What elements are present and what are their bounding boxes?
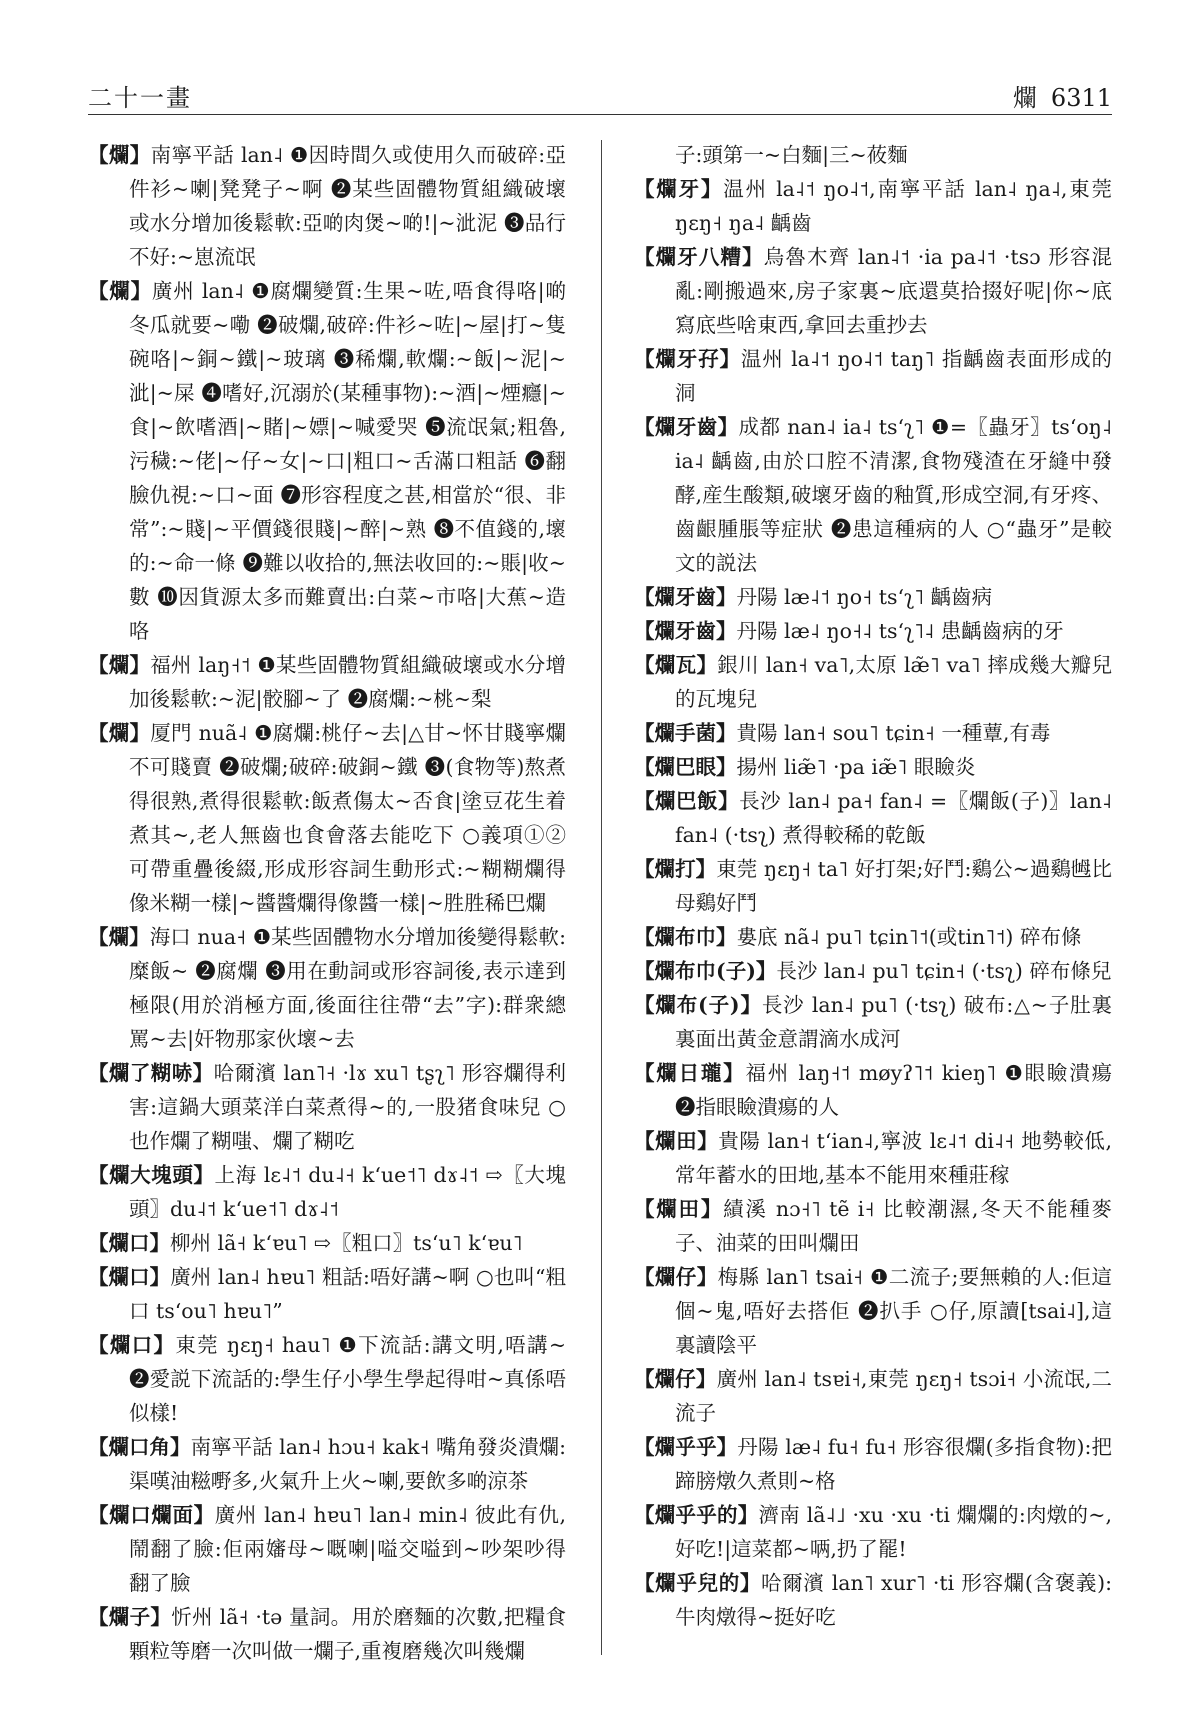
dictionary-entry bbox=[634, 716, 1112, 750]
dictionary-entry bbox=[634, 1498, 1112, 1566]
entry-text: 丹陽 læ˨˦ ŋo˧ tsʻʅ˥ 齲齒病 bbox=[736, 585, 993, 609]
dictionary-entry bbox=[634, 172, 1112, 240]
entry-text: 哈爾濱 lan˥˧ ·lɤ xu˥ tʂʅ˥ 形容爛得利害:這鍋大頭菜洋白菜煮得~的,一股猪食味兒 ○也作爛了糊嗤、爛了糊吃 bbox=[129, 1061, 567, 1153]
page-number: 6311 bbox=[1050, 84, 1112, 112]
entry-headword: 【爛】 bbox=[88, 143, 151, 167]
entry-text: 貴陽 lan˧ sou˥ tɕin˧ 一種蕈,有毒 bbox=[736, 721, 1051, 745]
entry-headword: 【爛牙】 bbox=[634, 177, 724, 201]
entry-text: 温州 la˨˦ ŋo˨˦,南寧平話 lan˨ ŋa˨,東莞 ŋɛŋ˧ ŋa˨ 齲齒 bbox=[675, 177, 1112, 235]
entry-headword: 【爛】 bbox=[88, 279, 152, 303]
dictionary-entry bbox=[88, 1328, 566, 1430]
entry-text: 哈爾濱 lan˥ xur˥ ·ti 形容爛(含褒義):牛肉燉得~挺好吃 bbox=[675, 1571, 1113, 1629]
entry-text: 温州 la˨˦ ŋo˨˦ taŋ˥ 指齲齒表面形成的洞 bbox=[675, 347, 1112, 405]
entry-text: 銀川 lan˧ va˥,太原 læ̃˥ va˥ 摔成幾大瓣兒的瓦塊兒 bbox=[675, 653, 1113, 711]
section-title: 二十一畫 bbox=[88, 84, 192, 112]
entry-headword: 【爛布巾(子)】 bbox=[634, 959, 777, 983]
entry-headword: 【爛了糊哧】 bbox=[88, 1061, 214, 1085]
dictionary-entry bbox=[88, 1430, 566, 1498]
running-headword: 爛 bbox=[1012, 84, 1037, 112]
dictionary-entry bbox=[88, 920, 566, 1056]
entry-text: 長沙 lan˨ pa˧ fan˨ =〖爛飯(子)〗lan˨ fan˨ (·tsʅ) 煮得較稀的乾飯 bbox=[675, 789, 1113, 847]
entry-text: 廣州 lan˨ hɐu˥ lan˨ min˨ 彼此有仇,鬧翻了臉:佢兩嬸母~嘅喇|嗌交嗌到~吵架吵得翻了臉 bbox=[129, 1503, 567, 1595]
entry-headword: 【爛仔】 bbox=[634, 1265, 718, 1289]
entry-headword: 【爛乎乎的】 bbox=[634, 1503, 759, 1527]
entry-text: 福州 laŋ˧˦ ❶某些固體物質組織破壞或水分增加後鬆軟:~泥|骹腳~了 ❷腐爛:~桃~梨 bbox=[129, 653, 566, 711]
entry-headword: 【爛子】 bbox=[88, 1605, 172, 1629]
dictionary-entry bbox=[88, 1498, 566, 1600]
dictionary-entry bbox=[634, 920, 1112, 954]
entry-headword: 【爛口爛面】 bbox=[88, 1503, 215, 1527]
dictionary-entry bbox=[634, 1566, 1112, 1634]
column-divider bbox=[601, 140, 602, 1655]
entry-headword: 【爛仔】 bbox=[634, 1367, 717, 1391]
entry-text: 南寧平話 lan˨ ❶因時間久或使用久而破碎:亞件衫~喇|凳凳子~啊 ❷某些固體物質組織破壞或水分增加後鬆軟:亞啲肉煲~啲!|~泚泥 ❸品行不好:~崽流氓 bbox=[129, 143, 566, 269]
dictionary-entry bbox=[634, 1124, 1112, 1192]
dictionary-entry bbox=[88, 1158, 566, 1226]
dictionary-entry bbox=[634, 342, 1112, 410]
entry-text: 揚州 liæ̃˥ ·pa iæ̃˥ 眼瞼炎 bbox=[736, 755, 976, 779]
dictionary-entry bbox=[634, 750, 1112, 784]
dictionary-entry bbox=[88, 1600, 566, 1668]
entry-text: 廣州 lan˨ ❶腐爛變質:生果~咗,唔食得咯|啲冬瓜就要~嘞 ❷破爛,破碎:件衫~咗|~屋|打~隻碗咯|~銅~鐵|~玻璃 ❸稀爛,軟爛:~飯|~泥|~泚|~屎 ❹嗜好,沉溺於(某種事物):~酒|~煙癮|~食|~飲嗜酒|~賭|~嫖|~喊愛哭 ❺流氓氣;粗魯,污穢:~佬|~仔~女|~口|粗口~舌滿口粗話 ❻翻臉仇視:~口~面 ❼形容程度之甚,相當於“很、非常”:~賤|~平價錢很賤|~醉|~熟 ❽不值錢的,壞的:~命一條 ❾難以收拾的,無法收回的:~賬|收~數 ❿因貨源太多而難賣出:白菜~市咯|大蕉~造咯 bbox=[129, 279, 567, 643]
entry-text: 柳州 lã˧ kʻɐu˥ ⇨〖粗口〗tsʻu˥ kʻɐu˥ bbox=[170, 1231, 523, 1255]
entry-headword: 【爛牙八糟】 bbox=[634, 245, 764, 269]
entry-text: 長沙 lan˨ pu˥ tɕin˧ (·tsʅ) 碎布條兒 bbox=[776, 959, 1112, 983]
dictionary-entry bbox=[634, 988, 1112, 1056]
entry-headword: 【爛】 bbox=[88, 653, 151, 677]
dictionary-entry bbox=[88, 274, 566, 648]
dictionary-entry bbox=[634, 240, 1112, 342]
page-info bbox=[1013, 78, 1112, 113]
entry-text: 烏魯木齊 lan˨˦ ·ia pa˨˦ ·tsɔ 形容混亂:剛搬過來,房子家裏~底還莫拾掇好呢|你~底寫底些啥東西,拿回去重抄去 bbox=[675, 245, 1113, 337]
right-column bbox=[634, 138, 1112, 1634]
dictionary-entry bbox=[634, 648, 1112, 716]
entry-text: 東莞 ŋɛŋ˧ ta˥ 好打架;好鬥:鷄公~過鷄乸比母鷄好鬥 bbox=[675, 857, 1113, 915]
dictionary-entry bbox=[634, 138, 1112, 172]
entry-headword: 【爛牙齒】 bbox=[634, 585, 737, 609]
entry-text: 上海 lɛ˨˦ du˨˧ kʻue˦˥ dɤ˨˦ ⇨〖大塊頭〗du˨˦ kʻue˦˥ dɤ˨˦ bbox=[129, 1163, 566, 1221]
entry-headword: 【爛布(子)】 bbox=[634, 993, 762, 1017]
entry-headword: 【爛口】 bbox=[88, 1333, 176, 1357]
entry-text: 績溪 nɔ˧˥ tẽ i˧ 比較潮濕,冬天不能種麥子、油菜的田叫爛田 bbox=[675, 1197, 1112, 1255]
page-header bbox=[88, 74, 1112, 115]
entry-headword: 【爛口】 bbox=[88, 1231, 170, 1255]
entry-headword: 【爛口角】 bbox=[88, 1435, 191, 1459]
entry-text: 成都 nan˨ ia˨ tsʻʅ˥ ❶=〖蟲牙〗tsʻoŋ˨ ia˨ 齲齒,由於口腔不清潔,食物殘渣在牙縫中發酵,産生酸類,破壞牙齒的釉質,形成空洞,有牙疼、齒齦腫脹等症狀 ❷患這種病的人 ○“蟲牙”是較文的説法 bbox=[675, 415, 1112, 575]
entry-headword: 【爛瓦】 bbox=[634, 653, 718, 677]
dictionary-entry bbox=[634, 852, 1112, 920]
entry-text: 忻州 lã˧ ·tə 量詞。用於磨麵的次數,把糧食顆粒等磨一次叫做一爛子,重複磨幾次叫幾爛 bbox=[129, 1605, 567, 1663]
entry-headword: 【爛田】 bbox=[634, 1129, 719, 1153]
entry-headword: 【爛牙齒】 bbox=[634, 619, 737, 643]
entry-text: 子:頭第一~白麵|三~莜麵 bbox=[675, 143, 908, 167]
entry-text: 廣州 lan˨ hɐu˥ 粗話:唔好講~啊 ○也叫“粗口 tsʻou˥ hɐu˥” bbox=[129, 1265, 566, 1323]
entry-headword: 【爛】 bbox=[88, 925, 150, 949]
entry-headword: 【爛乎乎】 bbox=[634, 1435, 738, 1459]
dictionary-entry bbox=[634, 580, 1112, 614]
entry-headword: 【爛】 bbox=[88, 721, 151, 745]
entry-text: 南寧平話 lan˨ hɔu˧ kak˧ 嘴角發炎潰爛:渠嘆油糍嘢多,火氣升上火~喇,要飲多啲涼茶 bbox=[129, 1435, 566, 1493]
entry-text: 濟南 lã˨˩ ·xu ·xu ·ti 爛爛的:肉燉的~,好吃!|這菜都~唡,扔了罷! bbox=[675, 1503, 1112, 1561]
dictionary-entry bbox=[634, 1056, 1112, 1124]
entry-text: 梅縣 lan˥ tsai˧ ❶二流子;要無賴的人:佢這個~鬼,唔好去搭佢 ❷扒手 ○仔,原讀[tsai˨],這裏讀陰平 bbox=[675, 1265, 1112, 1357]
dictionary-entry bbox=[88, 716, 566, 920]
entry-headword: 【爛巴飯】 bbox=[634, 789, 740, 813]
entry-text: 福州 laŋ˧˦ møyʔ˥˦ kieŋ˥ ❶眼瞼潰瘍 ❷指眼瞼潰瘍的人 bbox=[675, 1061, 1112, 1119]
entry-headword: 【爛口】 bbox=[88, 1265, 171, 1289]
dictionary-entry bbox=[634, 954, 1112, 988]
entry-headword: 【爛日瓏】 bbox=[634, 1061, 746, 1085]
entry-text: 廣州 lan˨ tsɐi˧,東莞 ŋɛŋ˧ tsɔi˧ 小流氓,二流子 bbox=[675, 1367, 1112, 1425]
dictionary-entry bbox=[88, 648, 566, 716]
dictionary-entry bbox=[88, 1226, 566, 1260]
entry-text: 厦門 nuã˨ ❶腐爛:桃仔~去|△甘~怀甘賤寧爛不可賤賣 ❷破爛;破碎:破銅~鐵 ❸(食物等)熬煮得很熟,煮得很鬆軟:飯煮傷太~否食|塗豆花生着煮其~,老人無齒也食會落去能吃下 ○義項①②可帶重疊後綴,形成形容詞生動形式:~糊糊爛得像米糊一樣|~醬醬爛得像醬一樣|~胜胜稀巴爛 bbox=[129, 721, 566, 915]
dictionary-entry bbox=[634, 1192, 1112, 1260]
entry-text: 丹陽 læ˨ fu˧ fu˧ 形容很爛(多指食物):把蹄膀燉久煮則~格 bbox=[675, 1435, 1113, 1493]
entry-headword: 【爛牙孖】 bbox=[634, 347, 741, 371]
entry-text: 東莞 ŋɛŋ˧ hau˥ ❶下流話:講文明,唔講~ ❷愛説下流話的:學生仔小學生學起得咁~真係唔似樣! bbox=[129, 1333, 567, 1425]
entry-headword: 【爛手菌】 bbox=[634, 721, 737, 745]
entry-headword: 【爛大塊頭】 bbox=[88, 1163, 215, 1187]
entry-headword: 【爛乎兒的】 bbox=[634, 1571, 762, 1595]
entry-headword: 【爛布巾】 bbox=[634, 925, 737, 949]
dictionary-entry bbox=[634, 1260, 1112, 1362]
dictionary-entry bbox=[634, 614, 1112, 648]
entry-headword: 【爛巴眼】 bbox=[634, 755, 737, 779]
dictionary-entry bbox=[88, 138, 566, 274]
dictionary-entry bbox=[88, 1056, 566, 1158]
dictionary-entry bbox=[88, 1260, 566, 1328]
left-column bbox=[88, 138, 566, 1668]
dictionary-entry bbox=[634, 410, 1112, 580]
entry-text: 丹陽 læ˨ ŋo˧˨ tsʻʅ˥˨ 患齲齒病的牙 bbox=[736, 619, 1064, 643]
entry-headword: 【爛牙齒】 bbox=[634, 415, 739, 439]
dictionary-entry bbox=[634, 784, 1112, 852]
entry-text: 海口 nua˧ ❶某些固體物水分增加後變得鬆軟:糜飯~ ❷腐爛 ❸用在動詞或形容詞後,表示達到極限(用於消極方面,後面往往帶“去”字):群衆總罵~去|奸物那家伙壞~去 bbox=[129, 925, 566, 1051]
dictionary-entry bbox=[634, 1430, 1112, 1498]
dictionary-entry bbox=[634, 1362, 1112, 1430]
entry-headword: 【爛田】 bbox=[634, 1197, 724, 1221]
entry-text: 婁底 nã˨ pu˥ tɕin˥˦(或tin˥˦) 碎布條 bbox=[736, 925, 1082, 949]
entry-text: 貴陽 lan˧ tʻian˨,寧波 lɛ˨˦ di˨˧ 地勢較低,常年蓄水的田地,基本不能用來種莊稼 bbox=[675, 1129, 1112, 1187]
entry-text: 長沙 lan˨ pu˥ (·tsʅ) 破布:△~子肚裏裏面出黃金意謂滴水成河 bbox=[675, 993, 1112, 1051]
entry-headword: 【爛打】 bbox=[634, 857, 717, 881]
